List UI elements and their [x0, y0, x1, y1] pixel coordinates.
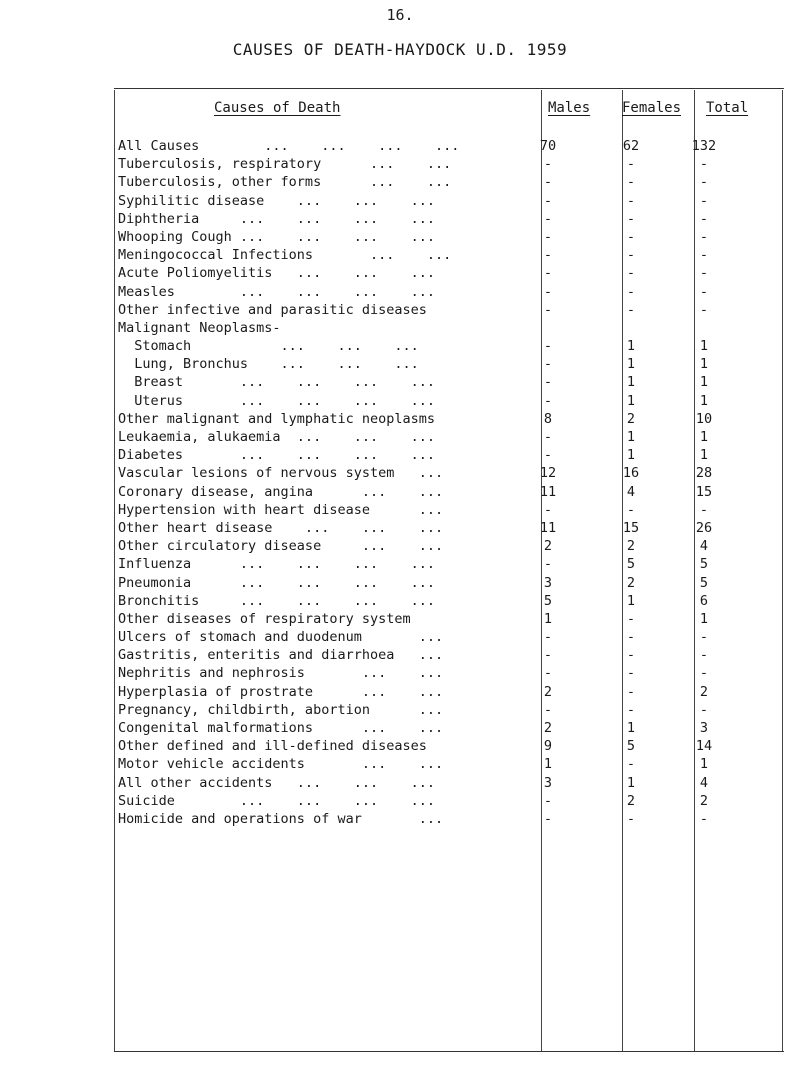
- males-value: -: [543, 210, 553, 227]
- cause-label: Bronchitis ... ... ... ...: [118, 592, 435, 609]
- males-value: -: [543, 429, 553, 445]
- total-value: 26: [695, 519, 713, 536]
- total-value: -: [699, 501, 709, 518]
- cause-label: Diabetes ... ... ... ...: [118, 447, 435, 464]
- total-value: 1: [699, 610, 709, 627]
- cause-label: Congenital malformations ... ...: [118, 720, 444, 736]
- females-value: -: [626, 610, 636, 627]
- cause-label: Uterus ... ... ... ...: [118, 392, 435, 409]
- males-value: -: [543, 629, 553, 646]
- table-top-rule: [114, 88, 784, 89]
- females-value: -: [626, 156, 636, 173]
- females-value: -: [626, 265, 636, 282]
- header-total: Total: [706, 100, 749, 116]
- females-value: -: [626, 683, 636, 700]
- females-value: -: [626, 629, 636, 646]
- males-value: -: [543, 810, 553, 827]
- females-value: -: [626, 174, 636, 191]
- total-value: -: [699, 301, 709, 318]
- cause-label: All other accidents ... ... ...: [118, 774, 435, 791]
- table-row: [114, 501, 784, 519]
- females-value: 2: [626, 410, 636, 427]
- table-row: [114, 228, 784, 246]
- table-row: [114, 628, 784, 646]
- females-value: 1: [626, 592, 636, 609]
- total-value: -: [699, 665, 709, 682]
- cause-label: Suicide ... ... ... ...: [118, 792, 435, 809]
- females-value: 4: [626, 483, 636, 500]
- total-value: -: [699, 283, 709, 300]
- total-value: -: [699, 156, 709, 173]
- females-value: 2: [626, 574, 636, 591]
- table-row: [114, 246, 784, 264]
- males-value: -: [543, 392, 553, 409]
- table-row: [114, 155, 784, 173]
- cause-label: Other defined and ill-defined diseases: [118, 738, 427, 755]
- females-value: -: [626, 756, 636, 773]
- females-value: -: [626, 247, 636, 264]
- table-row: [114, 428, 784, 446]
- table-row: [114, 319, 784, 337]
- table-row: [114, 810, 784, 828]
- table-row: [114, 264, 784, 282]
- males-value: 3: [543, 574, 553, 591]
- total-value: -: [699, 174, 709, 191]
- table-row: [114, 192, 784, 210]
- females-value: -: [626, 701, 636, 718]
- females-value: -: [626, 210, 636, 227]
- total-value: 5: [699, 556, 709, 573]
- total-value: 15: [695, 483, 713, 500]
- cause-label: Homicide and operations of war ...: [118, 810, 444, 827]
- table-row: [114, 137, 784, 155]
- total-value: 28: [695, 465, 713, 482]
- males-value: 70: [539, 138, 557, 154]
- cause-label: Other heart disease ... ... ...: [118, 519, 444, 536]
- total-value: 4: [699, 774, 709, 791]
- males-value: 9: [543, 738, 553, 755]
- males-value: -: [543, 338, 553, 355]
- table-header: [114, 100, 784, 122]
- table-row: [114, 646, 784, 664]
- table-bottom-rule: [114, 1051, 784, 1052]
- table-row: [114, 610, 784, 628]
- total-value: 6: [699, 592, 709, 609]
- cause-label: Influenza ... ... ... ...: [118, 556, 435, 573]
- males-value: -: [543, 556, 553, 573]
- males-value: -: [543, 447, 553, 464]
- cause-label: Pneumonia ... ... ... ...: [118, 574, 435, 591]
- header-males: Males: [548, 100, 591, 116]
- total-value: 1: [699, 374, 709, 391]
- females-value: -: [626, 283, 636, 300]
- page-title: CAUSES OF DEATH-HAYDOCK U.D. 1959: [232, 40, 568, 59]
- total-value: 5: [699, 574, 709, 591]
- cause-label: Diphtheria ... ... ... ...: [118, 210, 435, 227]
- header-females: Females: [622, 100, 682, 116]
- table-row: [114, 392, 784, 410]
- males-value: 1: [543, 756, 553, 773]
- table-row: [114, 592, 784, 610]
- males-value: -: [543, 701, 553, 718]
- females-value: -: [626, 501, 636, 518]
- males-value: -: [543, 665, 553, 682]
- females-value: 1: [626, 774, 636, 791]
- cause-label: Whooping Cough ... ... ... ...: [118, 228, 435, 245]
- table-row: [114, 574, 784, 592]
- females-value: 5: [626, 738, 636, 755]
- females-value: 1: [626, 338, 636, 355]
- males-value: -: [543, 156, 553, 173]
- table-row: [114, 792, 784, 810]
- table-row: [114, 173, 784, 191]
- males-value: 2: [543, 720, 553, 736]
- males-value: -: [543, 647, 553, 664]
- table-row: [114, 719, 784, 737]
- cause-label: Acute Poliomyelitis ... ... ...: [118, 265, 435, 282]
- cause-label: Meningococcal Infections ... ...: [118, 247, 452, 264]
- table-row: [114, 301, 784, 319]
- total-value: 1: [699, 338, 709, 355]
- females-value: -: [626, 228, 636, 245]
- table-row: [114, 355, 784, 373]
- total-value: 1: [699, 392, 709, 409]
- table-row: [114, 664, 784, 682]
- cause-label: Lung, Bronchus ... ... ...: [118, 356, 419, 373]
- males-value: 12: [539, 465, 557, 482]
- females-value: -: [626, 192, 636, 209]
- males-value: 11: [539, 483, 557, 500]
- table-body: [114, 137, 784, 828]
- total-value: -: [699, 265, 709, 282]
- page-number: 16.: [386, 6, 414, 24]
- total-value: 10: [695, 410, 713, 427]
- males-value: -: [543, 265, 553, 282]
- females-value: 1: [626, 429, 636, 445]
- males-value: -: [543, 283, 553, 300]
- males-value: -: [543, 247, 553, 264]
- cause-label: Other infective and parasitic diseases: [118, 301, 427, 318]
- table-row: [114, 373, 784, 391]
- females-value: 2: [626, 538, 636, 555]
- females-value: -: [626, 810, 636, 827]
- males-value: 5: [543, 592, 553, 609]
- total-value: 1: [699, 447, 709, 464]
- cause-label: Breast ... ... ... ...: [118, 374, 435, 391]
- table-row: [114, 283, 784, 301]
- header-causes: Causes of Death: [214, 100, 341, 116]
- total-value: -: [699, 192, 709, 209]
- total-value: 14: [695, 738, 713, 755]
- females-value: 16: [622, 465, 640, 482]
- males-value: 8: [543, 410, 553, 427]
- males-value: -: [543, 192, 553, 209]
- total-value: 2: [699, 792, 709, 809]
- females-value: -: [626, 647, 636, 664]
- table-row: [114, 210, 784, 228]
- cause-label: Measles ... ... ... ...: [118, 283, 435, 300]
- total-value: -: [699, 210, 709, 227]
- females-value: -: [626, 665, 636, 682]
- females-value: 1: [626, 720, 636, 736]
- cause-label: Other malignant and lymphatic neoplasms: [118, 410, 435, 427]
- table-row: [114, 483, 784, 501]
- table-row: [114, 446, 784, 464]
- table-row: [114, 774, 784, 792]
- total-value: -: [699, 647, 709, 664]
- females-value: -: [626, 301, 636, 318]
- total-value: 1: [699, 429, 709, 445]
- table-row: [114, 555, 784, 573]
- females-value: 62: [622, 138, 640, 154]
- females-value: 1: [626, 374, 636, 391]
- males-value: 3: [543, 774, 553, 791]
- males-value: 2: [543, 538, 553, 555]
- table-row: [114, 755, 784, 773]
- total-value: -: [699, 247, 709, 264]
- females-value: 1: [626, 392, 636, 409]
- males-value: -: [543, 374, 553, 391]
- cause-label: Leukaemia, alukaemia ... ... ...: [118, 429, 435, 445]
- table-row: [114, 537, 784, 555]
- males-value: 1: [543, 610, 553, 627]
- cause-label: All Causes ... ... ... ...: [118, 138, 460, 154]
- females-value: 1: [626, 356, 636, 373]
- females-value: 2: [626, 792, 636, 809]
- males-value: -: [543, 792, 553, 809]
- cause-label: Stomach ... ... ...: [118, 338, 419, 355]
- cause-label: Gastritis, enteritis and diarrhoea ...: [118, 647, 444, 664]
- cause-label: Tuberculosis, other forms ... ...: [118, 174, 452, 191]
- cause-label: Nephritis and nephrosis ... ...: [118, 665, 444, 682]
- cause-label: Coronary disease, angina ... ...: [118, 483, 444, 500]
- table-row: [114, 683, 784, 701]
- cause-label: Ulcers of stomach and duodenum ...: [118, 629, 444, 646]
- total-value: 4: [699, 538, 709, 555]
- table-row: [114, 337, 784, 355]
- total-value: 132: [691, 138, 717, 154]
- table-row: [114, 464, 784, 482]
- males-value: -: [543, 356, 553, 373]
- males-value: 11: [539, 519, 557, 536]
- table-row: [114, 737, 784, 755]
- males-value: -: [543, 174, 553, 191]
- table-row: [114, 519, 784, 537]
- table-row: [114, 701, 784, 719]
- cause-label: Other diseases of respiratory system: [118, 610, 411, 627]
- total-value: -: [699, 629, 709, 646]
- total-value: 1: [699, 756, 709, 773]
- cause-label: Vascular lesions of nervous system ...: [118, 465, 444, 482]
- total-value: -: [699, 701, 709, 718]
- total-value: 2: [699, 683, 709, 700]
- total-value: 3: [699, 720, 709, 736]
- cause-label: Tuberculosis, respiratory ... ...: [118, 156, 452, 173]
- cause-label: Hyperplasia of prostrate ... ...: [118, 683, 444, 700]
- cause-label: Syphilitic disease ... ... ...: [118, 192, 435, 209]
- males-value: 2: [543, 683, 553, 700]
- total-value: -: [699, 810, 709, 827]
- table-row: [114, 410, 784, 428]
- females-value: 15: [622, 519, 640, 536]
- males-value: -: [543, 501, 553, 518]
- cause-label: Hypertension with heart disease ...: [118, 501, 444, 518]
- females-value: 5: [626, 556, 636, 573]
- males-value: -: [543, 228, 553, 245]
- total-value: -: [699, 228, 709, 245]
- causes-of-death-table: [114, 88, 784, 1052]
- males-value: -: [543, 301, 553, 318]
- cause-label: Malignant Neoplasms-: [118, 319, 281, 336]
- females-value: 1: [626, 447, 636, 464]
- cause-label: Pregnancy, childbirth, abortion ...: [118, 701, 444, 718]
- total-value: 1: [699, 356, 709, 373]
- cause-label: Motor vehicle accidents ... ...: [118, 756, 444, 773]
- cause-label: Other circulatory disease ... ...: [118, 538, 444, 555]
